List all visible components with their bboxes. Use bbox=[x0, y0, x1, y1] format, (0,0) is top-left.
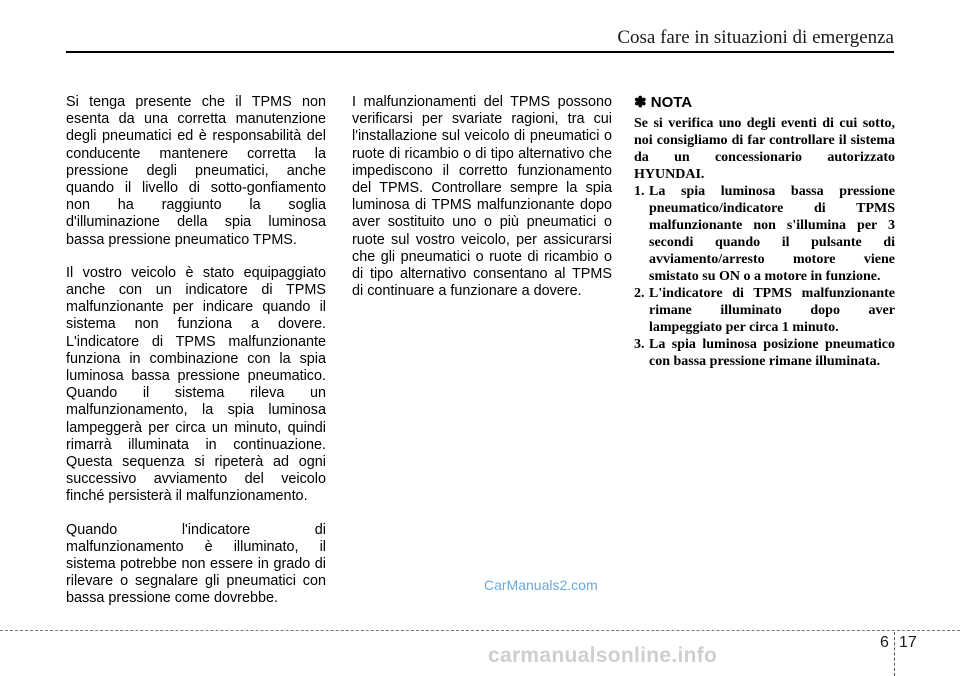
paragraph: Il vostro veicolo è stato equipaggiato anche con un indicatore di TPMS malfunzionante per indicare quando il sistema non funziona a dovere. L'indicatore di TPMS malfunzionante funziona in combinazione con la spia luminosa bassa pressione pneumatico. Quando il sistema rileva un malfunzionamento, la spia luminosa lampeggerà per circa un minuto, quindi rimarrà illuminata in continuazione. Questa sequenza si ripeterà ad ogni successivo avviamento del veicolo finché persisterà il malfunzionamento. bbox=[66, 264, 326, 505]
footer-rule bbox=[0, 630, 960, 631]
text-column-1 bbox=[66, 94, 326, 624]
paragraph: Quando l'indicatore di malfunzionamento è illuminato, il sistema potrebbe non essere in grado di rilevare o segnalare gli pneumatici con bassa pressione come dovrebbe. bbox=[66, 521, 326, 607]
list-item bbox=[634, 285, 895, 336]
note-heading-label: NOTA bbox=[650, 94, 693, 111]
asterisk-icon: ✽ bbox=[634, 94, 647, 111]
note-list bbox=[634, 183, 895, 370]
bottom-site-watermark: carmanualsonline.info bbox=[488, 644, 718, 667]
paragraph: Si tenga presente che il TPMS non esenta da una corretta manutenzione degli pneumatici ed è responsabilità del conducente mantenere corretta la pressione degli pneumatici, anche quando il livello di sotto-gonfiamento non ha raggiunto la soglia d'illuminazione della spia luminosa bassa pressione pneumatico TPMS. bbox=[66, 94, 326, 248]
list-item-number: 1. bbox=[634, 184, 645, 199]
page-number: 17 bbox=[899, 634, 917, 651]
list-item-number: 2. bbox=[634, 286, 645, 301]
list-item bbox=[634, 183, 895, 285]
section-number: 6 bbox=[880, 634, 889, 651]
note-heading bbox=[634, 94, 895, 111]
paragraph: I malfunzionamenti del TPMS possono verificarsi per svariate ragioni, tra cui l'installazione sul veicolo di pneumatici o ruote di ricambio o di tipo alternativo che impediscono il corretto funzionamento del TPMS. Controllare sempre la spia luminosa di TPMS malfunzionante dopo aver sostituito uno o più pneumatici o ruote sul vostro veicolo, per assicurarsi che gli pneumatici o ruote di ricambio o di tipo alternativo consentano al TPMS di continuare a funzionare a dovere. bbox=[352, 94, 612, 300]
list-item-text: L'indicatore di TPMS malfunzionante rimane illuminato dopo aver lampeggiato per circa 1 minuto. bbox=[649, 286, 895, 335]
text-column-2 bbox=[352, 94, 612, 316]
site-watermark-link[interactable]: CarManuals2.com bbox=[484, 577, 598, 593]
note-box bbox=[634, 94, 895, 370]
page-number-separator bbox=[894, 632, 895, 676]
list-item-text: La spia luminosa posizione pneumatico con bassa pressione rimane illuminata. bbox=[649, 337, 895, 369]
list-item bbox=[634, 336, 895, 370]
list-item-text: La spia luminosa bassa pressione pneumatico/indicatore di TPMS malfunzionante non s'illumina per 3 secondi quando il pulsante di avviamento/arresto motore viene smistato su ON o a motore in funzione. bbox=[649, 184, 895, 284]
header-rule bbox=[66, 51, 894, 53]
page-header-title: Cosa fare in situazioni di emergenza bbox=[617, 27, 894, 48]
note-intro: Se si verifica uno degli eventi di cui sotto, noi consigliamo di far controllare il sistema da un concessionario autorizzato HYUNDAI. bbox=[634, 116, 895, 182]
list-item-number: 3. bbox=[634, 337, 645, 352]
